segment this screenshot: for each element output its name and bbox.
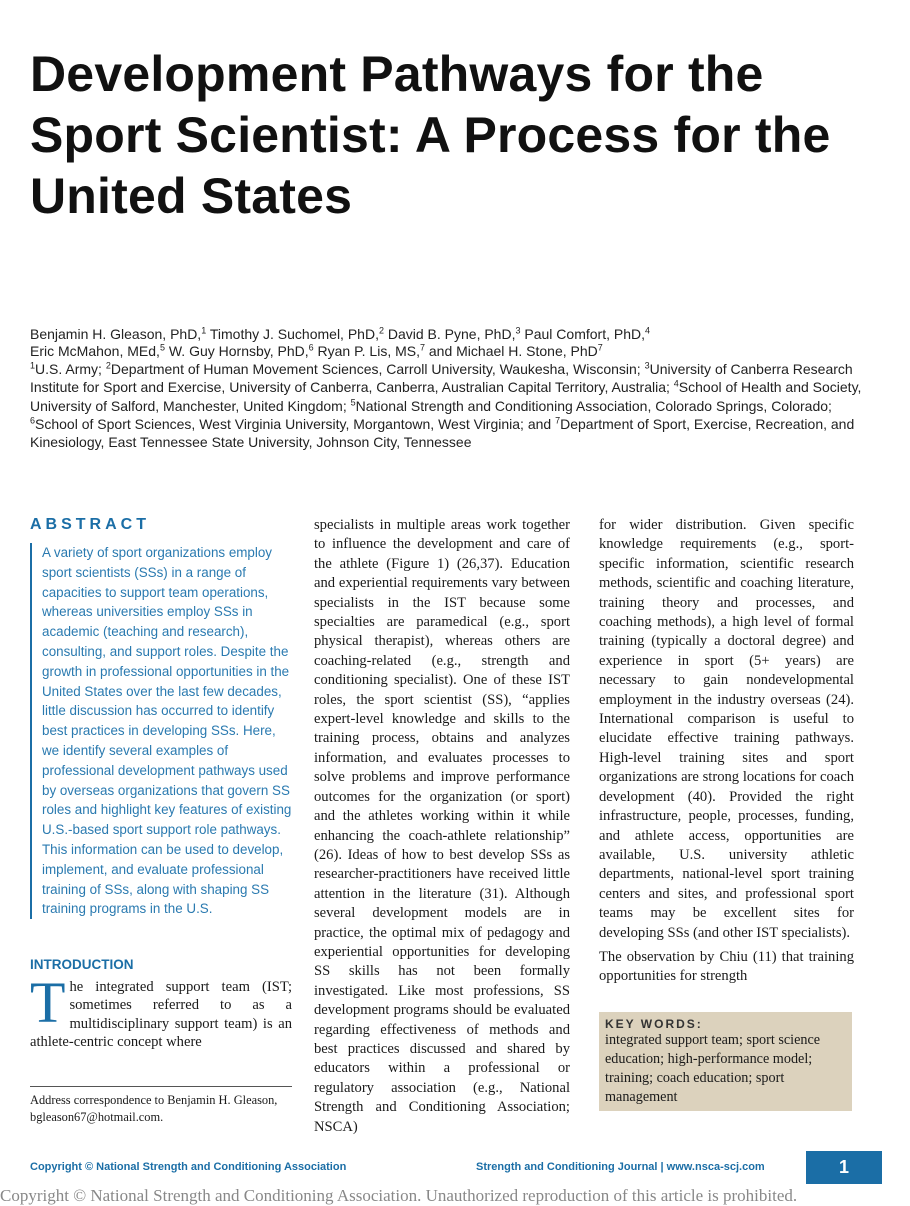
- author: Paul Comfort, PhD,: [524, 326, 645, 342]
- affiliation-mark: 3: [644, 360, 650, 371]
- page-number: 1: [806, 1151, 882, 1184]
- affiliation: School of Sport Sciences, West Virginia University, Morgantown, West Virginia; and: [35, 415, 552, 432]
- keywords-heading: KEY WORDS:: [605, 1017, 703, 1031]
- affiliation-mark: 5: [350, 396, 356, 407]
- author: Benjamin H. Gleason, PhD,: [30, 326, 202, 342]
- author: and Michael H. Stone, PhD: [428, 343, 598, 359]
- correspondence-address: Address correspondence to Benjamin H. Gleason, bgleason67@hotmail.com.: [30, 1086, 292, 1125]
- affiliation: Department of Human Movement Sciences, Carroll University, Waukesha, Wisconsin;: [110, 361, 641, 377]
- right-column-paragraph-1: for wider distribution. Given specific knowledge requirements (e.g., sport-specific information, scientific research methods, scientific and coaching literature, training theory and processes, and coaching methods), a high level of formal training (typically a doctoral degree) and experience in sport (5+ years) are necessary to gain nondevelopmental employment in the industry overseas (24). International comparison is useful to elucidate effective training pathways. High-level training sites and sport organizations are strong locations for coach development (40). Provided the right infrastructure, people, processes, funding, and athlete access, opportunities are available, U.S. university athletic departments, national-level sport training centers and sites, and professional sport teams may be excellent sites for developing SSs (and other IST specialists).: [599, 517, 854, 941]
- author: Timothy J. Suchomel, PhD,: [209, 326, 379, 342]
- author-affiliation-mark: 5: [159, 342, 165, 353]
- author-affiliation-mark: 2: [378, 325, 384, 336]
- author-affiliation-mark: 3: [515, 325, 521, 336]
- introduction-heading: INTRODUCTION: [30, 957, 134, 973]
- right-column-paragraph-2: The observation by Chiu (11) that training opportunities for strength: [599, 948, 854, 985]
- footer-copyright: Copyright © National Strength and Conditioning Association: [30, 1161, 347, 1173]
- affiliation-mark: 4: [673, 378, 679, 389]
- right-column: [599, 516, 854, 987]
- affiliations: [30, 360, 880, 451]
- author-affiliation-mark: 1: [201, 325, 207, 336]
- affiliation-mark: 7: [555, 415, 561, 426]
- author-list: [30, 326, 880, 360]
- abstract-heading: ABSTRACT: [30, 516, 150, 533]
- left-column: [30, 516, 292, 1051]
- affiliation: School of Health and Society, University of Salford, Manchester, United Kingdom;: [30, 379, 862, 414]
- author-affiliation-mark: 7: [597, 342, 603, 353]
- author-affiliation-mark: 6: [308, 342, 314, 353]
- affiliation: National Strength and Conditioning Association, Colorado Springs, Colorado;: [355, 397, 832, 414]
- author: David B. Pyne, PhD,: [387, 326, 516, 342]
- middle-column-text: specialists in multiple areas work together to influence the development and care of the athlete (Figure 1) (26,37). Education and experiential requirements vary between specialists in the IST because some specialties are paramedical (e.g., sport physical therapist), whereas others are coaching-related (e.g., strength and conditioning specialist). One of these IST roles, the sport scientist (SS), “applies expert-level knowledge and skills to the training process, obtains and analyzes information, and evaluates processes to solve problems and improve performance outcomes for the organization (or sport) and the athletes working within it while enhancing the coach-athlete relationship” (26). Ideas of how to best develop SSs as researcher-practitioners have received little attention in the literature (31). Although several development models are in practice, the optimal mix of pedagogy and experiential opportunities for developing SS skills has not been formally investigated. Like most professions, SS development programs should be evaluated regarding effectiveness of methods and best practices discussed and shared by educators within a professional or regulatory association (e.g., National Strength and Conditioning Association; NSCA): [314, 517, 570, 1135]
- author: Eric McMahon, MEd,: [30, 343, 160, 359]
- drop-cap: T: [30, 970, 66, 1036]
- affiliation: Department of Sport, Exercise, Recreation, and Kinesiology, East Tennessee State University, Johnson City, Tennessee: [30, 415, 855, 451]
- author: W. Guy Hornsby, PhD,: [168, 343, 309, 359]
- affiliation-mark: 1: [30, 360, 36, 371]
- copyright-watermark: Copyright © National Strength and Conditioning Association. Unauthorized reproduction of this article is prohibited.: [0, 1186, 798, 1205]
- keywords-box: [599, 1012, 852, 1111]
- keywords-text: integrated support team; sport science education; high-performance model; training; coach education; sport management: [605, 1032, 821, 1105]
- affiliation: U.S. Army;: [35, 361, 102, 377]
- author-affiliation-mark: 4: [645, 325, 651, 336]
- footer-journal: Strength and Conditioning Journal | www.nsca-scj.com: [476, 1161, 765, 1173]
- introduction-body: he integrated support team (IST; sometimes referred to as a multidisciplinary support team) is an athlete-centric concept where: [30, 979, 292, 1050]
- affiliation: University of Canberra Research Institute for Sport and Exercise, University of Canberra, Canberra, Australian Capital Territory, Australia;: [30, 361, 853, 396]
- author-affiliation-mark: 7: [419, 342, 425, 353]
- affiliation-mark: 2: [105, 360, 111, 371]
- author: Ryan P. Lis, MS,: [317, 343, 420, 359]
- abstract-text: A variety of sport organizations employ sport scientists (SSs) in a range of capacities to support team operations, whereas universities employ SSs in academic (teaching and research), consulting, and support roles. Despite the growth in professional opportunities in the United States over the last few decades, little discussion has occurred to identify best practices in developing SSs. Here, we identify several examples of professional development pathways used by overseas organizations that govern SS roles and highlight key features of existing U.S.-based sport support role pathways. This information can be used to develop, implement, and evaluate professional training of SSs, along with shaping SS training programs in the U.S.: [30, 543, 292, 919]
- introduction-text: [30, 970, 292, 1051]
- affiliation-mark: 6: [30, 415, 36, 426]
- article-title: Development Pathways for the Sport Scientist: A Process for the United States: [30, 46, 831, 224]
